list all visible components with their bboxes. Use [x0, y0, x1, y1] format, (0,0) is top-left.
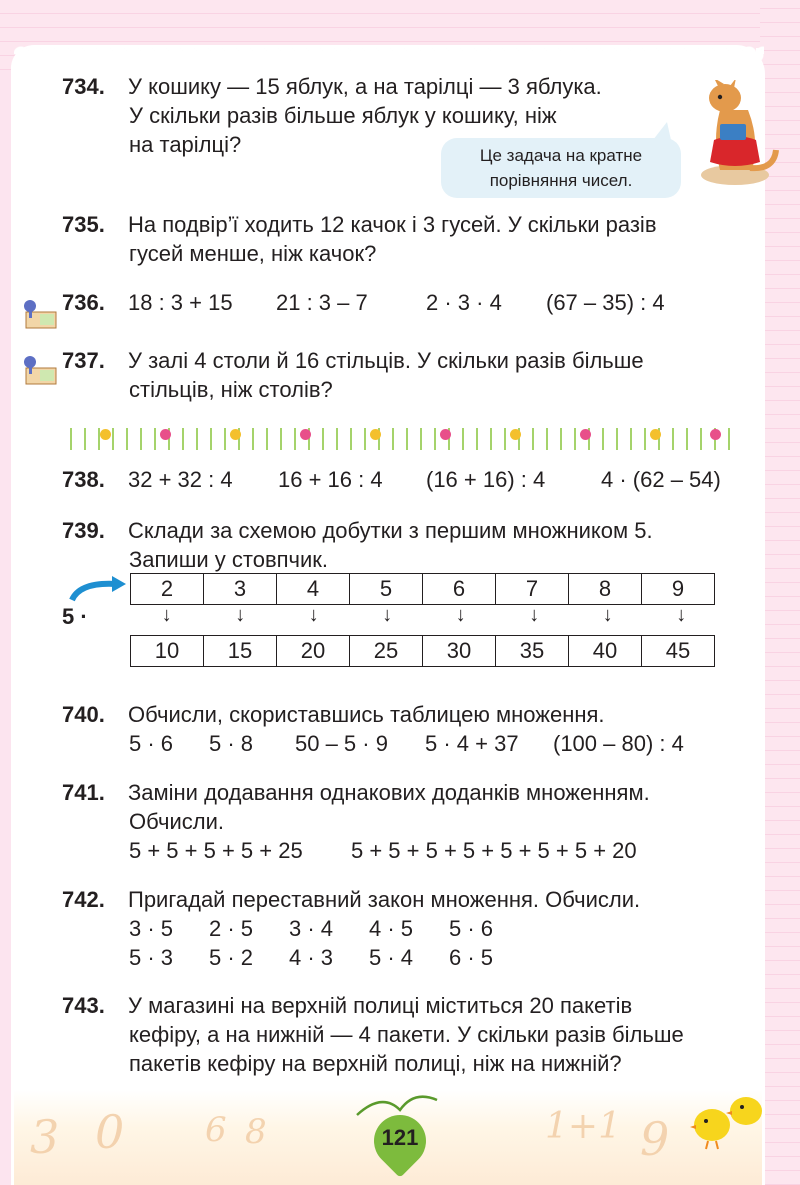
flower-icon: [510, 429, 521, 440]
task-text: На подвір’ї ходить 12 качок і 3 гусей. У скільки разів: [128, 212, 657, 237]
task-text: Пригадай переставний закон множення. Обчисли.: [128, 887, 641, 912]
scheme-cell: 20: [276, 635, 349, 667]
scheme-arrows: [130, 604, 718, 627]
down-arrow-icon: ↓: [455, 604, 466, 626]
scheme-cell: 40: [568, 635, 641, 667]
expression: 4 · 5: [369, 916, 414, 941]
flower-icon: [580, 429, 591, 440]
expression: 4 · (62 – 54): [601, 467, 721, 492]
expression: 32 + 32 : 4: [128, 467, 233, 492]
flower-icon: [300, 429, 311, 440]
expression: 18 : 3 + 15: [128, 290, 233, 315]
task-text: пакетів кефіру на верхній полиці, ніж на нижній?: [129, 1051, 622, 1076]
decor-digit: 1+1: [545, 1106, 621, 1147]
down-arrow-icon: ↓: [161, 604, 172, 626]
bubble-text: порівняння чисел.: [489, 171, 633, 190]
task-text: У залі 4 столи й 16 стільців. У скільки разів більше: [128, 348, 644, 373]
kangaroo-illustration: [690, 80, 780, 195]
expression: 3 · 5: [129, 916, 174, 941]
task-text: У магазині на верхній полиці міститься 20 пакетів: [128, 993, 633, 1018]
task-736: [62, 288, 665, 317]
expression: 5 · 4 + 37: [425, 731, 519, 756]
down-arrow-icon: ↓: [602, 604, 613, 626]
down-arrow-icon: ↓: [676, 604, 687, 626]
task-741: [62, 778, 650, 865]
expression: 50 – 5 · 9: [295, 731, 388, 756]
scheme-cell: 30: [422, 635, 495, 667]
task-742: [62, 885, 640, 972]
task-number: 739.: [62, 518, 105, 543]
scheme-cell: 3: [203, 573, 276, 605]
scallop-edge-top: [14, 40, 764, 54]
task-number: 738.: [62, 467, 105, 492]
scheme-cell: 10: [130, 635, 203, 667]
scheme-cell: 4: [276, 573, 349, 605]
page-number: 121: [381, 1125, 419, 1150]
pencil-book-icon: [18, 296, 58, 330]
task-number: 740.: [62, 702, 105, 727]
flower-icon: [160, 429, 171, 440]
scheme-cell: 2: [130, 573, 203, 605]
curved-arrow-icon: [66, 574, 128, 604]
scheme-cell: 35: [495, 635, 568, 667]
task-number: 734.: [62, 74, 105, 99]
task-739: [62, 516, 653, 574]
task-text: гусей менше, ніж качок?: [129, 241, 377, 266]
task-text: Обчисли.: [129, 809, 224, 834]
down-arrow-icon: ↓: [529, 604, 540, 626]
task-text: Склади за схемою добутки з першим множником 5.: [128, 518, 653, 543]
scheme-cell: 45: [641, 635, 715, 667]
expression: 21 : 3 – 7: [276, 290, 368, 315]
expression: 5 + 5 + 5 + 5 + 25: [129, 838, 303, 863]
flower-icon: [370, 429, 381, 440]
task-740: [62, 700, 684, 758]
decor-digit: 9: [640, 1112, 670, 1166]
expression: 5 + 5 + 5 + 5 + 5 + 5 + 5 + 20: [351, 838, 637, 863]
flower-icon: [440, 429, 451, 440]
expression: 6 · 5: [449, 945, 494, 970]
task-text: У скільки разів більше яблук у кошику, ніж: [129, 103, 557, 128]
flower-icon: [650, 429, 661, 440]
task-number: 741.: [62, 780, 105, 805]
flower-icon: [230, 429, 241, 440]
expression: 5 · 6: [129, 731, 174, 756]
scheme-cell: 15: [203, 635, 276, 667]
task-text: Заміни додавання однакових доданків множенням.: [128, 780, 650, 805]
expression: 2 · 3 · 4: [426, 290, 502, 315]
decor-digit: 6: [205, 1110, 227, 1150]
pencil-book-icon: [18, 352, 58, 386]
scheme-cell: 8: [568, 573, 641, 605]
flower-icon: [100, 429, 111, 440]
expression: 5 · 2: [209, 945, 254, 970]
expression: 16 + 16 : 4: [278, 467, 383, 492]
decor-digit: 3: [30, 1110, 60, 1164]
scallop-edge-right: [756, 48, 770, 1148]
expression: 2 · 5: [209, 916, 254, 941]
down-arrow-icon: ↓: [308, 604, 319, 626]
task-737: [62, 346, 644, 404]
bubble-text: Це задача на кратне: [479, 146, 643, 165]
task-text: на тарілці?: [129, 132, 242, 157]
down-arrow-icon: ↓: [235, 604, 246, 626]
expression: (16 + 16) : 4: [426, 467, 546, 492]
speech-bubble: [441, 138, 681, 198]
task-text: кефіру, а на нижній — 4 пакети. У скільки разів більше: [129, 1022, 684, 1047]
scheme-cell: 5: [349, 573, 422, 605]
scheme-cell: 7: [495, 573, 568, 605]
scheme-top-row: [130, 573, 715, 605]
scheme-cell: 6: [422, 573, 495, 605]
task-number: 742.: [62, 887, 105, 912]
task-738: [62, 465, 721, 494]
scheme-cell: 9: [641, 573, 715, 605]
down-arrow-icon: ↓: [382, 604, 393, 626]
task-number: 743.: [62, 993, 105, 1018]
task-number: 737.: [62, 348, 105, 373]
scheme-bottom-row: [130, 635, 715, 667]
expression: 5 · 8: [209, 731, 254, 756]
expression: 5 · 6: [449, 916, 494, 941]
expression: (67 – 35) : 4: [546, 290, 665, 315]
expression: (100 – 80) : 4: [553, 731, 684, 756]
task-text: Запиши у стовпчик.: [129, 547, 329, 572]
expression: 5 · 4: [369, 945, 414, 970]
task-text: стільців, ніж столів?: [129, 377, 333, 402]
task-text: У кошику — 15 яблук, а на тарілці — 3 яблука.: [128, 74, 602, 99]
task-735: [62, 210, 657, 268]
multiplier-label: 5 ·: [62, 604, 88, 629]
decor-digit: 0: [95, 1105, 125, 1159]
expression: 5 · 3: [129, 945, 174, 970]
flower-icon: [710, 429, 721, 440]
task-743: [62, 991, 684, 1078]
chick-illustration: [688, 1085, 772, 1155]
expression: 4 · 3: [289, 945, 334, 970]
task-number: 736.: [62, 290, 105, 315]
task-text: Обчисли, скориставшись таблицею множення.: [128, 702, 605, 727]
task-number: 735.: [62, 212, 105, 237]
scheme-cell: 25: [349, 635, 422, 667]
expression: 3 · 4: [289, 916, 334, 941]
decor-digit: 8: [245, 1112, 267, 1152]
